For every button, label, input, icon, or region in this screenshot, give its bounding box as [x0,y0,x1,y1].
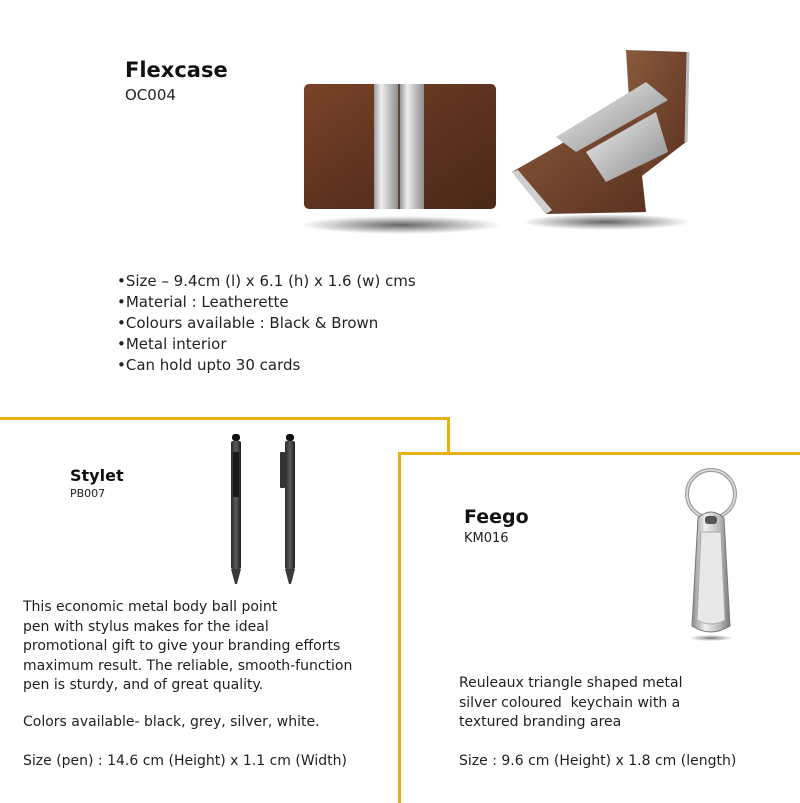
stylet-description: This economic metal body ball point pen with stylus makes for the ideal promotional gift to give your branding efforts maximum result. The reliable, smooth-function pen is sturdy, and of great quality. [23,599,353,693]
flexcase-title: Flexcase [125,58,228,82]
stylet-title: Stylet [70,466,124,485]
feature-colours: • Colours available : Black & Brown [117,313,537,334]
flexcase-closed-image [296,78,506,238]
flexcase-feature-list [117,271,537,376]
stylet-code: PB007 [70,487,106,500]
stylet-colors: Colors available- black, grey, silver, white. [23,714,320,730]
feego-keychain-image [674,466,754,646]
feature-material: • Material : Leatherette [117,292,537,313]
feature-size: • Size – 9.4cm (l) x 6.1 (h) x 1.6 (w) cms [117,271,537,292]
stylet-size: Size (pen) : 14.6 cm (Height) x 1.1 cm (Width) [23,753,347,769]
flexcase-code: OC004 [125,86,176,104]
feature-interior: • Metal interior [117,334,537,355]
feego-size: Size : 9.6 cm (Height) x 1.8 cm (length) [459,753,737,769]
stylet-pen-image [218,432,308,592]
feature-capacity: • Can hold upto 30 cards [117,355,537,376]
feego-code: KM016 [464,531,509,546]
flexcase-open-image [506,42,706,242]
feego-description: Reuleaux triangle shaped metal silver coloured keychain with a textured branding area [459,675,683,730]
feego-title: Feego [464,506,529,528]
